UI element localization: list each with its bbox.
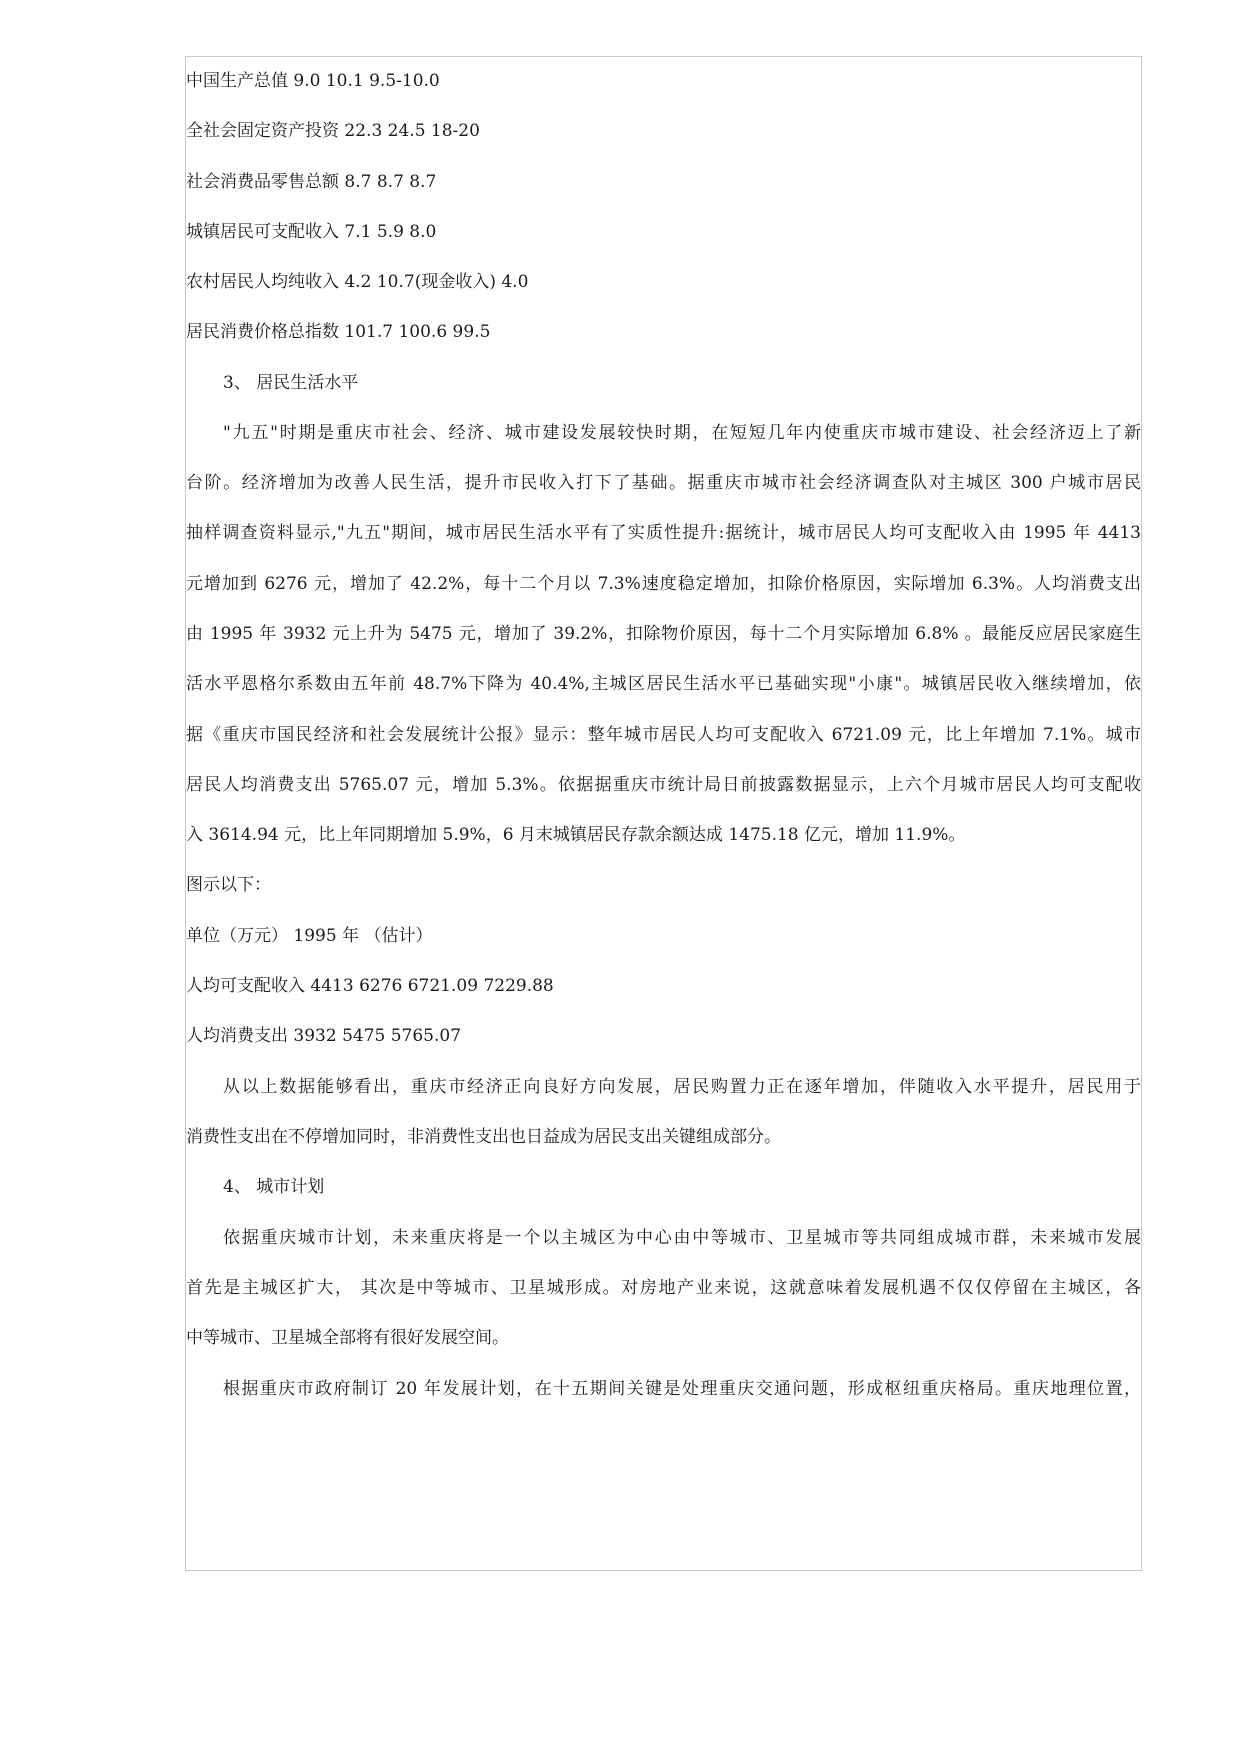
- paragraph-line: 台阶。经济增加为改善人民生活，提升市民收入打下了基础。据重庆市城市社会经济调查队对主城区 300 户城市居民: [186, 473, 1141, 493]
- table1-row: 城镇居民可支配收入 7.1 5.9 8.0: [186, 222, 437, 242]
- paragraph-line: 活水平恩格尔系数由五年前 48.7%下降为 40.4%,主城区居民生活水平已基础实现"小康"。城镇居民收入继续增加，依: [186, 674, 1141, 694]
- table1-row: 居民消费价格总指数 101.7 100.6 99.5: [186, 322, 491, 342]
- table1-row: 社会消费品零售总额 8.7 8.7 8.7: [186, 172, 437, 192]
- paragraph-line: 首先是主城区扩大， 其次是中等城市、卫星城形成。对房地产业来说，这就意味着发展机遇不仅仅停留在主城区，各: [186, 1278, 1141, 1298]
- paragraph-line: 从以上数据能够看出，重庆市经济正向良好方向发展，居民购置力正在逐年增加，伴随收入水平提升，居民用于: [223, 1077, 1141, 1097]
- section-heading: 3、 居民生活水平: [223, 373, 359, 393]
- paragraph-line: 抽样调查资料显示,"九五"期间，城市居民生活水平有了实质性提升:据统计，城市居民人均可支配收入由 1995 年 4413: [186, 523, 1141, 543]
- figure-intro: 图示以下：: [186, 875, 271, 895]
- table2-row: 单位（万元） 1995 年 （估计）: [186, 926, 433, 946]
- section-heading: 4、 城市计划: [223, 1177, 325, 1197]
- paragraph-line: 入 3614.94 元，比上年同期增加 5.9%，6 月末城镇居民存款余额达成 1475.18 亿元，增加 11.9%。: [186, 825, 966, 845]
- paragraph-line: 由 1995 年 3932 元上升为 5475 元，增加了 39.2%，扣除物价原因，每十二个月实际增加 6.8% 。最能反应居民家庭生: [186, 624, 1141, 644]
- paragraph-line: 据《重庆市国民经济和社会发展统计公报》显示：整年城市居民人均可支配收入 6721.09 元，比上年增加 7.1%。城市: [186, 725, 1141, 745]
- table1-row: 农村居民人均纯收入 4.2 10.7(现金收入) 4.0: [186, 272, 529, 292]
- paragraph-line: 居民人均消费支出 5765.07 元，增加 5.3%。依据据重庆市统计局日前披露数据显示，上六个月城市居民人均可支配收: [186, 775, 1141, 795]
- paragraph-line: "九五"时期是重庆市社会、经济、城市建设发展较快时期，在短短几年内使重庆市城市建设、社会经济迈上了新: [223, 423, 1141, 443]
- paragraph-line: 中等城市、卫星城全部将有很好发展空间。: [186, 1328, 509, 1348]
- paragraph-line: 根据重庆市政府制订 20 年发展计划，在十五期间关键是处理重庆交通问题，形成枢纽重庆格局。重庆地理位置，: [223, 1379, 1141, 1399]
- paragraph-line: 依据重庆城市计划，未来重庆将是一个以主城区为中心由中等城市、卫星城市等共同组成城市群，未来城市发展: [223, 1228, 1141, 1248]
- paragraph-line: 消费性支出在不停增加同时，非消费性支出也日益成为居民支出关键组成部分。: [186, 1127, 781, 1147]
- paragraph-line: 元增加到 6276 元，增加了 42.2%，每十二个月以 7.3%速度稳定增加，扣除价格原因，实际增加 6.3%。人均消费支出: [186, 574, 1141, 594]
- table2-row: 人均可支配收入 4413 6276 6721.09 7229.88: [186, 976, 554, 996]
- table2-row: 人均消费支出 3932 5475 5765.07: [186, 1026, 462, 1046]
- table1-row: 全社会固定资产投资 22.3 24.5 18-20: [186, 121, 480, 141]
- table1-row: 中国生产总值 9.0 10.1 9.5-10.0: [186, 71, 440, 91]
